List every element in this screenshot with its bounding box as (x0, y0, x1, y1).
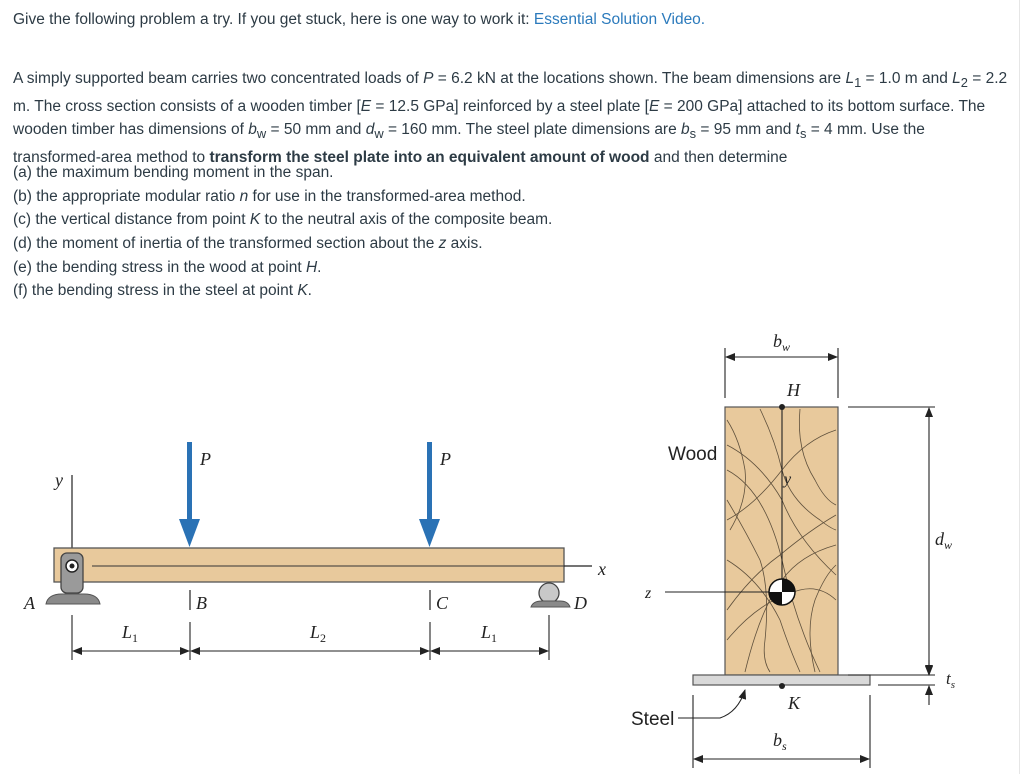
load-p-right (419, 442, 440, 547)
part-f: (f) the bending stress in the steel at point K. (13, 282, 312, 300)
load-p-right-label: P (440, 449, 451, 469)
roller-support-right (531, 583, 570, 607)
bs-label: $b_s$ (773, 730, 787, 753)
part-c: (c) the vertical distance from point K to the neutral axis of the composite beam. (13, 211, 553, 229)
load-p-left (179, 442, 200, 547)
support-a-label: A (24, 593, 35, 613)
x-axis-label: x (598, 559, 606, 579)
point-b-label: B (196, 593, 207, 613)
load-p-left-label: P (200, 449, 211, 469)
wood-label: Wood (668, 444, 718, 465)
beam-body (54, 548, 564, 582)
ts-label: $t_s$ (946, 669, 956, 691)
point-h-label: H (787, 380, 800, 400)
part-d: (d) the moment of inertia of the transformed section about the z axis. (13, 235, 483, 253)
section-y-label: y (784, 471, 792, 488)
dim-l1-right-label: $L_1$ (481, 622, 498, 645)
point-h-dot (779, 404, 785, 410)
intro-text: Give the following problem a try. If you get stuck, here is one way to work it: (13, 11, 534, 28)
part-a: (a) the maximum bending moment in the span. (13, 164, 334, 181)
point-c-label: C (436, 593, 449, 613)
steel-label: Steel (631, 709, 675, 730)
essential-solution-video-link[interactable]: Essential Solution Video. (533, 11, 706, 28)
problem-statement: A simply supported beam carries two concentrated loads of P = 6.2 kN at the locations shown. The beam dimensions are $L_1 = 1.0$ m and $L_2 = 2.2$ m. The cross section consists of a wooden timber [E = 12.5 GPa] reinforced by a steel plate [E = 200 GPa] attached to its bottom surface. The wooden timber has dimensions of $b_w = 50$ mm and $d_w = 160$ mm. The steel plate dimensions are $b_s = 95$ mm and $t_s = 4$ mm. Use the transformed-area method to transform the steel plate into an equivalent amount of wood and then determine (13, 70, 1008, 166)
bold-instruction: transform the steel plate into an equivalent amount of wood (209, 148, 650, 166)
beam-diagram (23, 442, 606, 660)
support-d-label: D (574, 593, 587, 613)
dim-l1-left-label: $L_1$ (122, 622, 139, 645)
dw-label: $d_w$ (935, 529, 953, 552)
part-e: (e) the bending stress in the wood at point H. (13, 258, 322, 276)
y-axis-label: y (55, 470, 63, 490)
section-z-label: z (645, 585, 652, 602)
part-b: (b) the appropriate modular ratio n for use in the transformed-area method. (13, 187, 526, 205)
bw-label: $b_w$ (773, 331, 791, 354)
steel-leader-line (678, 690, 745, 718)
centroid-symbol (769, 579, 795, 605)
cross-section-diagram (631, 331, 955, 768)
point-k-dot (779, 683, 785, 689)
point-k-label: K (788, 693, 801, 713)
dim-l2-label: $L_2$ (310, 622, 327, 645)
